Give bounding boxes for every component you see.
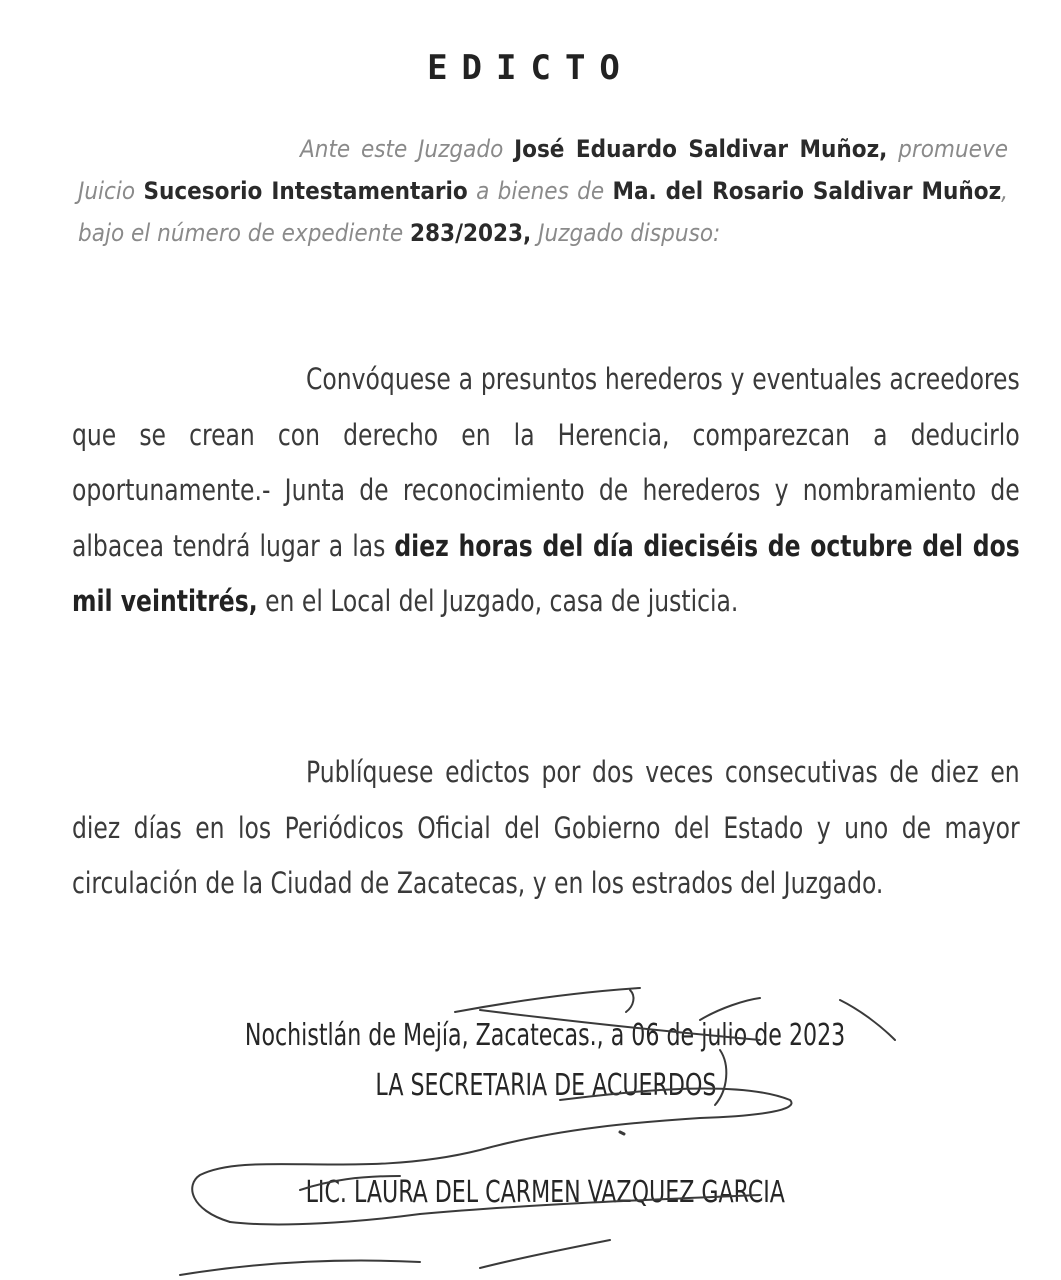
convocation-paragraph <box>72 352 1020 630</box>
intro-text: promueve Juicio <box>78 135 1009 205</box>
signer-role-line <box>15 1068 1061 1103</box>
place-date-line <box>15 1018 1061 1053</box>
paragraph-text: en el Local del Juzgado, casa de justicia. <box>257 584 739 618</box>
paragraph-text: Publíquese edictos por dos veces consecutivas de diez en diez días en los Periódicos Oficial del Gobierno del Estado y uno de mayor circulación de la Ciudad de Zacatecas, y en los estrados del Juzgado. <box>72 755 1020 900</box>
signer-name-line <box>15 1175 1061 1210</box>
intro-text: Juzgado dispuso: <box>531 219 721 247</box>
place-date: Nochistlán de Mejía, Zacatecas., a 06 de julio de 2023 <box>245 1018 846 1053</box>
intro-text: Ante este Juzgado <box>300 135 515 163</box>
promovente-name: José Eduardo Saldivar Muñoz, <box>514 135 888 163</box>
case-number: 283/2023, <box>410 219 532 247</box>
publication-paragraph <box>72 745 1020 912</box>
intro-text: a bienes de <box>467 177 613 205</box>
document-title: EDICTO <box>427 48 634 88</box>
intro-text: , bajo el número de expediente <box>78 177 1008 247</box>
hearing-datetime: diez horas del día dieciséis de octubre del dos mil veintitrés, <box>72 528 1020 618</box>
signer-name: LIC. LAURA DEL CARMEN VAZQUEZ GARCIA <box>305 1175 786 1210</box>
trial-type: Sucesorio Intestamentario <box>143 177 468 205</box>
deceased-name: Ma. del Rosario Saldivar Muñoz <box>612 177 1002 205</box>
paragraph-text: Convóquese a presuntos herederos y eventuales acreedores que se crean con derecho en la Herencia, comparezcan a deducirlo oportunamente.- Junta de reconocimiento de herederos y nombramiento de albacea tendrá lugar a las <box>72 362 1020 563</box>
intro-paragraph <box>78 128 1008 254</box>
signer-role: LA SECRETARIA DE ACUERDOS <box>375 1068 716 1103</box>
